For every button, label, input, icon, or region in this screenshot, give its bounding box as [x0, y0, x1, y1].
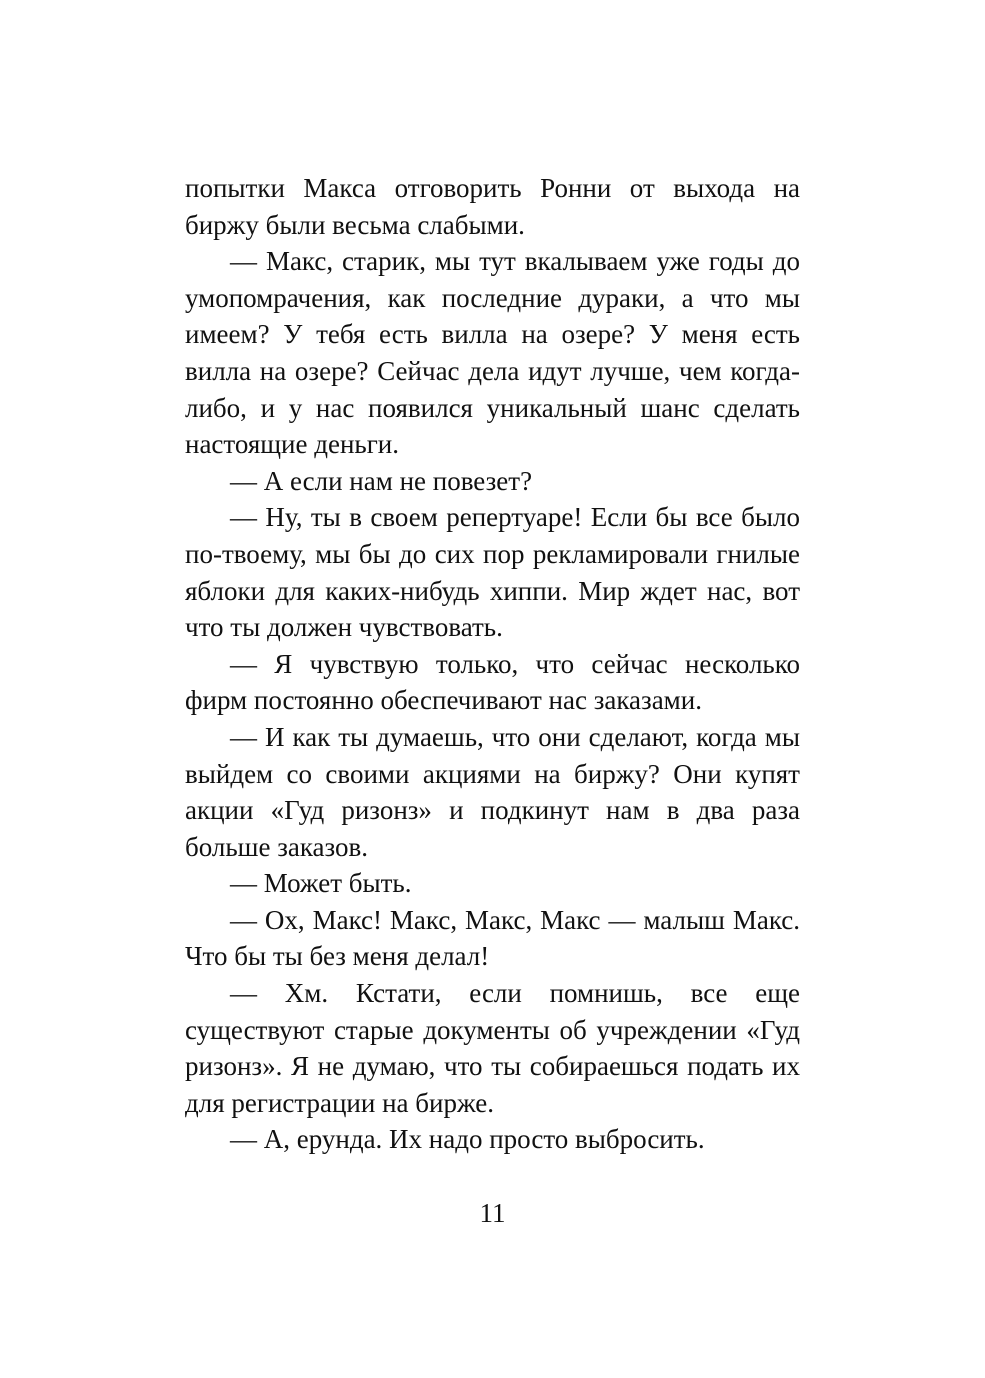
dialogue-paragraph: — И как ты думаешь, что они сделают, когда мы выйдем со своими акциями на биржу? Они купят акции «Гуд ризонз» и подкинут нам в два раза больше заказов. [185, 721, 800, 862]
dialogue-paragraph: — А, ерунда. Их надо просто выбросить. [230, 1124, 705, 1155]
dialogue-paragraph: — Я чувствую только, что сейчас несколько фирм постоянно обеспечивают нас заказами. [185, 648, 800, 716]
body-text [185, 170, 800, 1158]
dialogue-paragraph: — А если нам не повезет? [230, 465, 533, 496]
dialogue-paragraph: — Ну, ты в своем репертуаре! Если бы все было по-твоему, мы бы до сих пор рекламировали гнилые яблоки для каких-нибудь хиппи. Мир ждет нас, вот что ты должен чувствовать. [185, 502, 800, 643]
dialogue-paragraph: — Ох, Макс! Макс, Макс, Макс — малыш Макс. Что бы ты без меня делал! [185, 904, 800, 972]
page-number: 11 [479, 1198, 506, 1228]
dialogue-paragraph: — Может быть. [230, 868, 412, 899]
paragraph-continuation: попытки Макса отговорить Ронни от выхода на биржу были весьма слабыми. [185, 173, 800, 240]
dialogue-paragraph: — Макс, старик, мы тут вкалываем уже годы до умопомрачения, как последние дураки, а что мы имеем? У тебя есть вилла на озере? У меня есть вилла на озере? Сейчас дела идут лучше, чем когда-либо, и у нас появился уникальный шанс сделать настоящие деньги. [185, 246, 800, 460]
dialogue-paragraph: — Хм. Кстати, если помнишь, все еще существуют старые документы об учреждении «Гуд ризонз». Я не думаю, что ты собираешься подать их для регистрации на бирже. [185, 978, 800, 1118]
